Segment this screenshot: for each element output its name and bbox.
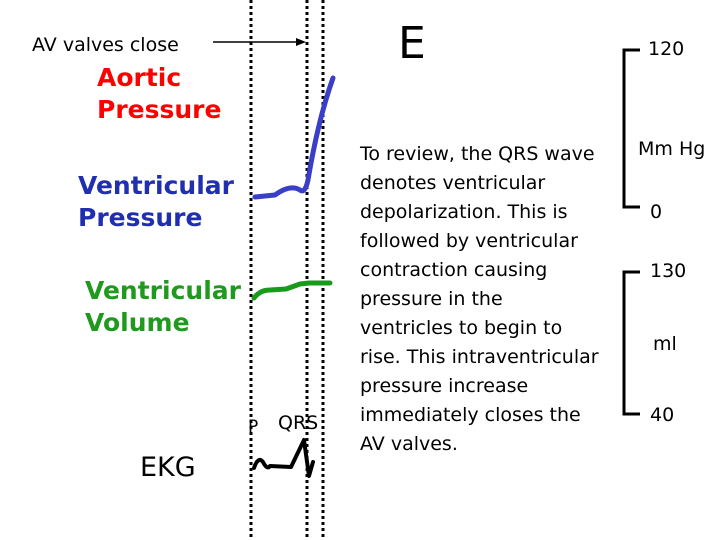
ekg-label: EKG [140, 452, 196, 483]
volume-scale-unit: ml [653, 333, 677, 355]
ventricular-pressure-line-1: Ventricular [78, 171, 234, 200]
ventricular-volume-trace [254, 283, 330, 298]
ekg-trace [254, 440, 313, 476]
pressure-scale-unit: Mm Hg [638, 138, 706, 160]
aortic-pressure-label [97, 62, 221, 126]
ventricular-volume-label [85, 275, 241, 339]
av-arrowhead [296, 38, 306, 46]
pressure-scale-top: 120 [648, 38, 685, 60]
ventricular-volume-line-2: Volume [85, 308, 190, 337]
review-text: To review, the QRS wave denotes ventricular depolarization. This is followed by ventricular contraction causing pressure in the ventricles to begin to rise. This intraventricular pressure increase immediately closes the AV valves. [360, 143, 599, 455]
qrs-label: QRS [278, 412, 319, 434]
volume-scale-bottom: 40 [650, 404, 675, 426]
ventricular-pressure-trace [255, 78, 333, 197]
phase-label: E [398, 18, 426, 69]
ventricular-pressure-line-2: Pressure [78, 203, 203, 232]
volume-scale-top: 130 [650, 260, 687, 282]
pressure-scale-bottom: 0 [650, 201, 663, 223]
av-valves-close-label: AV valves close [32, 34, 179, 56]
ventricular-pressure-label [78, 170, 234, 234]
aortic-label-line-1: Aortic [97, 63, 182, 92]
ventricular-volume-line-1: Ventricular [85, 276, 241, 305]
p-wave-label: P [248, 417, 259, 437]
aortic-label-line-2: Pressure [97, 95, 222, 124]
volume-scale-bracket [624, 272, 640, 414]
pressure-scale-bracket [624, 50, 640, 207]
